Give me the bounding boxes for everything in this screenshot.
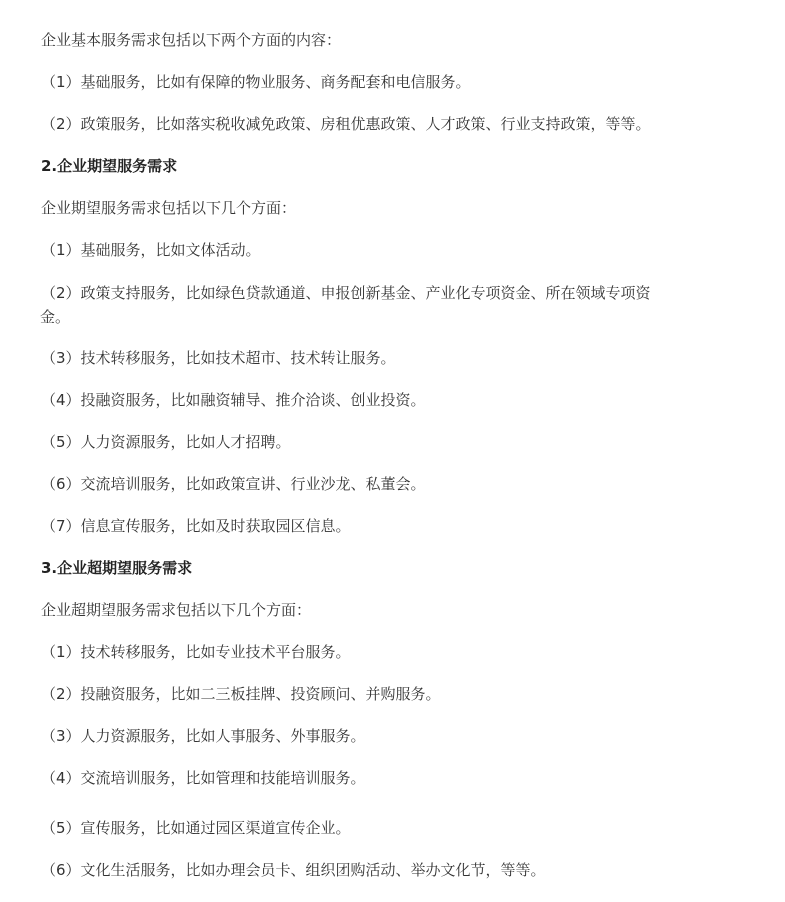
section2-item-6: （6）交流培训服务，比如政策宣讲、行业沙龙、私董会。 (41, 475, 426, 493)
section1-intro: 企业基本服务需求包括以下两个方面的内容： (41, 31, 342, 49)
section1-item-2: （2）政策服务，比如落实税收减免政策、房租优惠政策、人才政策、行业支持政策，等等。 (41, 115, 651, 133)
section2-item-2-continued: 金。 (40, 308, 71, 326)
section3-item-1: （1）技术转移服务，比如专业技术平台服务。 (41, 643, 351, 661)
section3-item-6: （6）文化生活服务，比如办理会员卡、组织团购活动、举办文化节，等等。 (41, 861, 546, 879)
section2-item-3: （3）技术转移服务，比如技术超市、技术转让服务。 (41, 349, 396, 367)
section3-item-4: （4）交流培训服务，比如管理和技能培训服务。 (41, 769, 366, 787)
section2-item-5: （5）人力资源服务，比如人才招聘。 (41, 433, 291, 451)
section3-item-3: （3）人力资源服务，比如人事服务、外事服务。 (41, 727, 366, 745)
section2-heading: 2.企业期望服务需求 (41, 157, 178, 175)
section2-item-2: （2）政策支持服务，比如绿色贷款通道、申报创新基金、产业化专项资金、所在领域专项资 (41, 284, 651, 302)
section1-item-1: （1）基础服务，比如有保障的物业服务、商务配套和电信服务。 (41, 73, 471, 91)
section2-item-1: （1）基础服务，比如文体活动。 (41, 241, 261, 259)
section3-intro: 企业超期望服务需求包括以下几个方面： (41, 601, 312, 619)
section3-item-2: （2）投融资服务，比如二三板挂牌、投资顾问、并购服务。 (41, 685, 441, 703)
section2-intro: 企业期望服务需求包括以下几个方面： (41, 199, 297, 217)
section2-item-4: （4）投融资服务，比如融资辅导、推介洽谈、创业投资。 (41, 391, 426, 409)
section2-item-7: （7）信息宣传服务，比如及时获取园区信息。 (41, 517, 351, 535)
section3-heading: 3.企业超期望服务需求 (41, 559, 193, 577)
section3-item-5: （5）宣传服务，比如通过园区渠道宣传企业。 (41, 819, 351, 837)
